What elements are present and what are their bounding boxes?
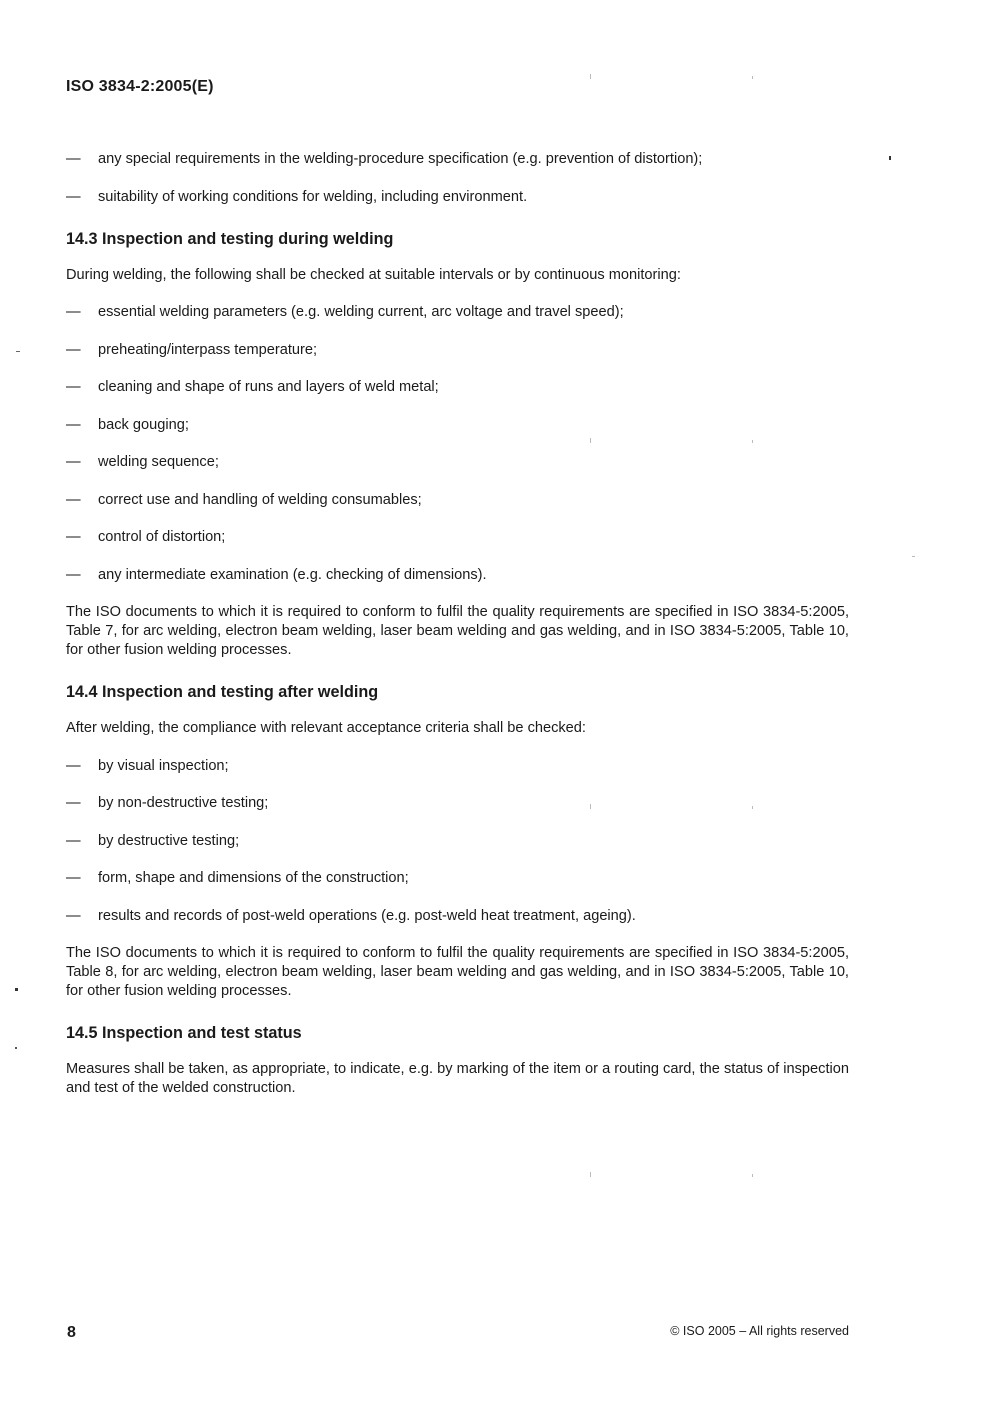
scan-speck — [912, 556, 915, 557]
list-item-text: welding sequence; — [98, 454, 219, 470]
list-item-text: control of distortion; — [98, 529, 226, 545]
list-dash: — — [66, 454, 81, 470]
list-item-text: preheating/interpass temperature; — [98, 341, 318, 358]
section-14-4-lead: After welding, the compliance with relevant acceptance criteria shall be checked: — [66, 720, 586, 736]
list-dash: — — [66, 151, 81, 167]
list-item — [66, 303, 849, 322]
section-14-4-closing: The ISO documents to which it is required to conform to fulfil the quality requirements are specified in ISO 3834-5:2005, Table 8, for arc welding, electron beam welding, laser beam welding and gas welding, and in ISO 3834-5:2005, Table 10, for other fusion welding processes. — [66, 945, 849, 999]
list-item — [66, 869, 849, 888]
list-item — [66, 491, 849, 510]
section-heading-14-4: 14.4 Inspection and testing after welding — [66, 683, 379, 701]
list-item — [66, 378, 849, 397]
list-dash: — — [66, 379, 81, 395]
list-item — [66, 416, 849, 435]
list-dash: — — [66, 304, 81, 320]
scan-speck — [752, 440, 753, 443]
scan-speck — [590, 1172, 591, 1177]
list-item — [66, 150, 849, 169]
copyright-notice: © ISO 2005 – All rights reserved — [670, 1324, 849, 1338]
list-dash: — — [66, 566, 81, 583]
scan-speck — [590, 804, 591, 809]
scan-speck — [590, 74, 591, 79]
list-item-text: cleaning and shape of runs and layers of weld metal; — [98, 379, 439, 395]
section-heading-14-3: 14.3 Inspection and testing during welding — [66, 229, 394, 248]
list-dash: — — [66, 795, 81, 811]
list-item — [66, 832, 849, 851]
list-dash: — — [66, 341, 81, 358]
list-item — [66, 188, 849, 207]
list-dash: — — [66, 870, 81, 886]
scan-speck — [15, 1047, 17, 1049]
list-item — [66, 453, 849, 472]
scan-speck — [590, 438, 591, 443]
scan-speck — [752, 806, 753, 809]
list-item-text: suitability of working conditions for welding, including environment. — [98, 188, 528, 205]
scan-speck — [752, 76, 753, 79]
list-item — [66, 341, 849, 360]
list-dash: — — [66, 907, 81, 924]
list-dash: — — [66, 491, 81, 508]
scan-speck — [752, 1174, 753, 1177]
list-dash: — — [66, 416, 81, 433]
scan-speck — [16, 351, 20, 352]
list-item-text: by non-destructive testing; — [98, 795, 269, 811]
list-item-text: form, shape and dimensions of the construction; — [98, 870, 409, 886]
section-14-5-body: Measures shall be taken, as appropriate, to indicate, e.g. by marking of the item or a routing card, the status of inspection and test of the welded construction. — [66, 1061, 849, 1096]
document-id-header: ISO 3834-2:2005(E) — [66, 78, 214, 95]
list-item — [66, 907, 849, 926]
list-dash: — — [66, 832, 81, 849]
list-item-text: any intermediate examination (e.g. checking of dimensions). — [98, 566, 487, 583]
section-heading-14-5: 14.5 Inspection and test status — [66, 1024, 302, 1042]
list-item-text: back gouging; — [98, 416, 189, 433]
list-item-text: essential welding parameters (e.g. welding current, arc voltage and travel speed); — [98, 304, 624, 320]
scan-speck — [15, 988, 18, 991]
section-14-3-lead: During welding, the following shall be checked at suitable intervals or by continuous monitoring: — [66, 266, 681, 283]
list-item-text: correct use and handling of welding consumables; — [98, 491, 422, 508]
list-item-text: by destructive testing; — [98, 832, 240, 849]
list-item-text: any special requirements in the welding-procedure specification (e.g. prevention of distortion); — [98, 151, 703, 167]
section-14-3-closing: The ISO documents to which it is required to conform to fulfil the quality requirements are specified in ISO 3834-5:2005, Table 7, for arc welding, electron beam welding, laser beam welding and gas welding, and in ISO 3834-5:2005, Table 10, for other fusion welding processes. — [66, 604, 849, 658]
list-dash: — — [66, 529, 81, 545]
list-item-text: by visual inspection; — [98, 757, 229, 774]
list-item — [66, 528, 849, 547]
list-item — [66, 794, 849, 813]
list-item-text: results and records of post-weld operations (e.g. post-weld heat treatment, ageing). — [98, 907, 636, 924]
scan-speck — [889, 156, 891, 160]
list-item — [66, 757, 849, 776]
page-content — [66, 150, 849, 1117]
list-dash: — — [66, 757, 81, 774]
list-dash: — — [66, 188, 81, 205]
page-number: 8 — [67, 1324, 76, 1341]
list-item — [66, 566, 849, 585]
